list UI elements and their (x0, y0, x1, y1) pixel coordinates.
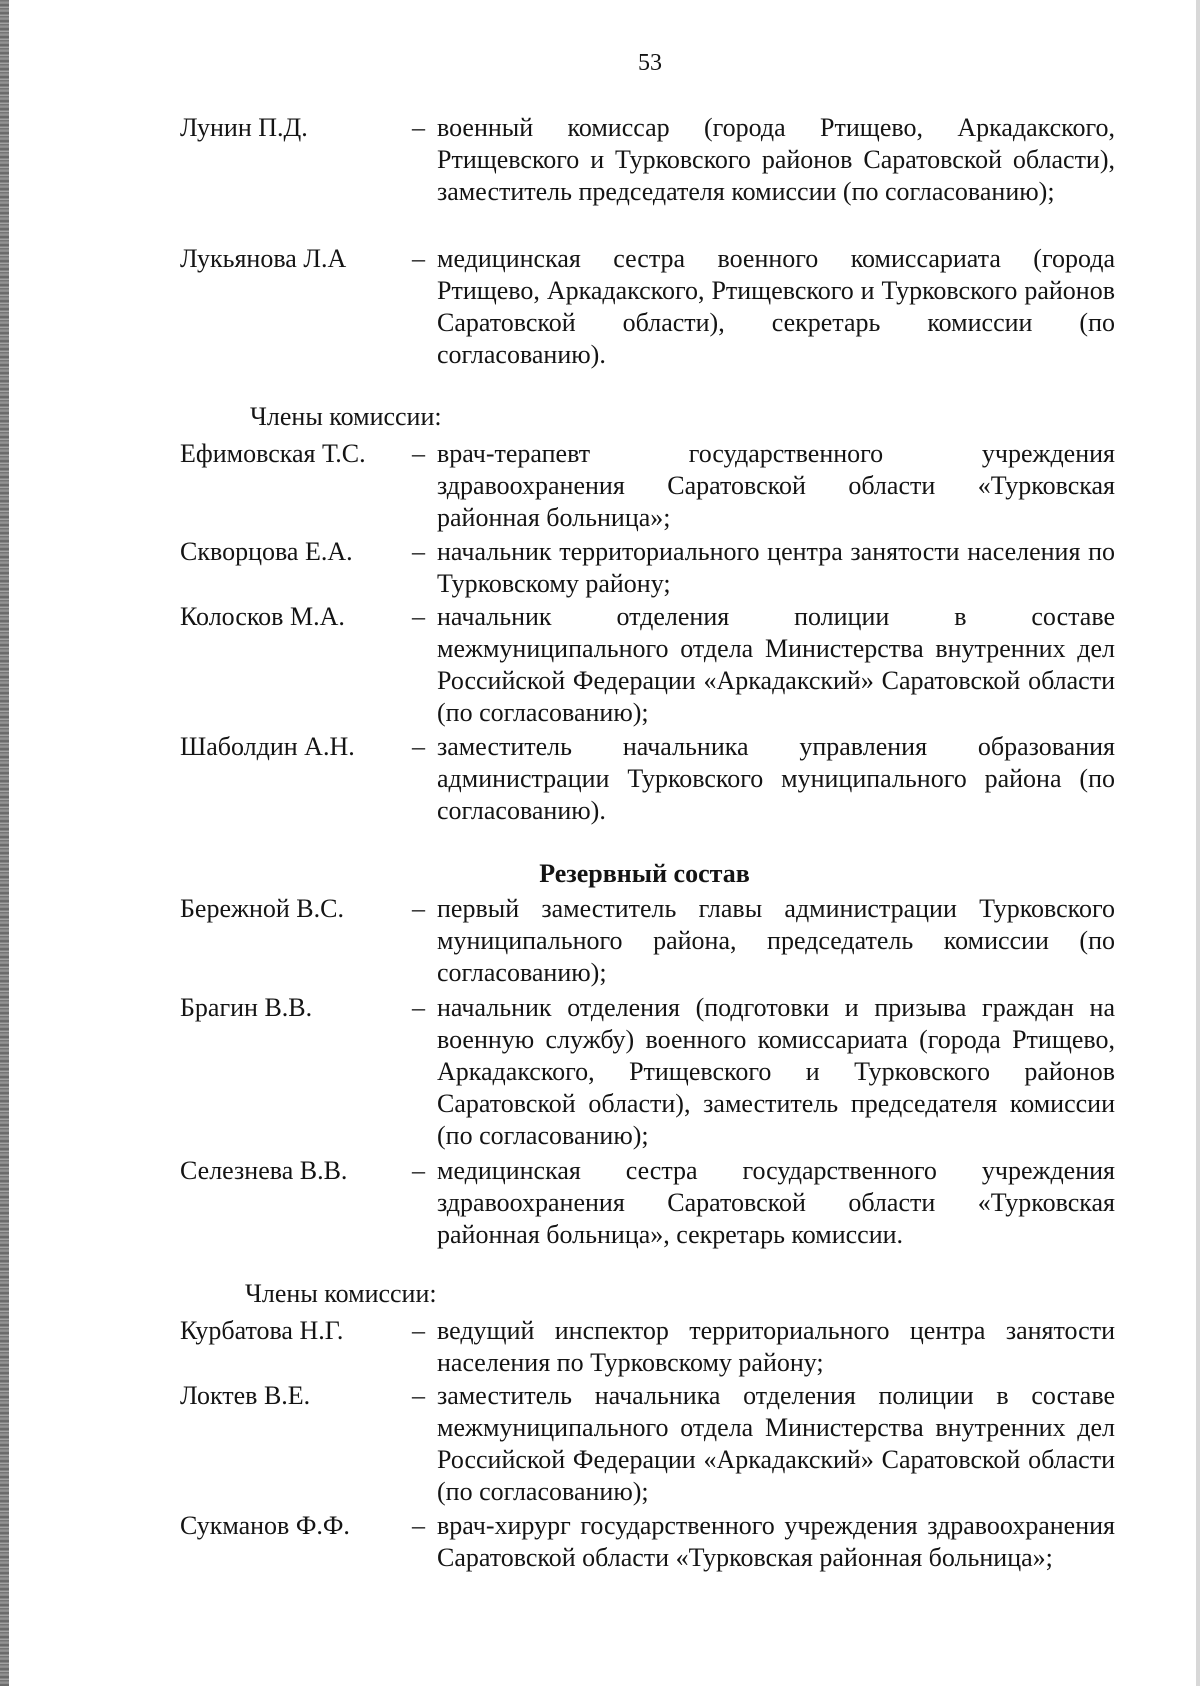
person-name: Лунин П.Д. (180, 113, 308, 142)
dash-separator: – (412, 439, 425, 468)
entry-reserve-member-2 (180, 1380, 1115, 1508)
person-role: первый заместитель главы администрации Турковского муниципального района, председатель комиссии (по согласованию); (437, 894, 1115, 987)
page-number: 53 (638, 50, 662, 76)
person-role: ведущий инспектор территориального центра занятости населения по Турковскому району; (437, 1316, 1115, 1377)
person-role: военный комиссар (города Ртищево, Аркадакского, Ртищевского и Турковского районов Саратовской области), заместитель председателя комиссии (по согласованию); (437, 113, 1115, 206)
person-name: Шаболдин А.Н. (180, 732, 355, 761)
entry-reserve-chair-3 (180, 1155, 1115, 1251)
entry-reserve-member-1 (180, 1315, 1115, 1379)
person-name: Лукьянова Л.А (180, 244, 347, 273)
dash-separator: – (412, 113, 425, 142)
dash-separator: – (412, 602, 425, 631)
dash-separator: – (412, 732, 425, 761)
reserve-section-title: Резервный состав (539, 859, 750, 888)
person-name: Сукманов Ф.Ф. (180, 1511, 350, 1540)
person-role: заместитель начальника отделения полиции в составе межмуниципального отдела Министерства внутренних дел Российской Федерации «Аркадакский» Саратовской области (по согласованию); (437, 1381, 1115, 1506)
person-role: заместитель начальника управления образования администрации Турковского муниципального района (по согласованию). (437, 732, 1115, 825)
dash-separator: – (412, 537, 425, 566)
person-role: начальник отделения (подготовки и призыва граждан на военную службу) военного комиссариата (города Ртищево, Аркадакского, Ртищевского и Турковского районов Саратовской области), заместитель председателя комиссии (по согласованию); (437, 993, 1115, 1150)
person-role: врач-терапевт государственного учреждения здравоохранения Саратовской области «Турковская районная больница»; (437, 439, 1115, 532)
person-name: Брагин В.В. (180, 993, 313, 1022)
person-name: Курбатова Н.Г. (180, 1316, 344, 1345)
dash-separator: – (412, 993, 425, 1022)
person-name: Локтев В.Е. (180, 1381, 311, 1410)
members-heading: Члены комиссии: (245, 1279, 437, 1308)
entry-main-member-3 (180, 601, 1115, 729)
members-heading: Члены комиссии: (250, 402, 442, 431)
entry-reserve-chair-1 (180, 893, 1115, 989)
dash-separator: – (412, 1511, 425, 1540)
person-name: Колосков М.А. (180, 602, 345, 631)
person-role: врач-хирург государственного учреждения здравоохранения Саратовской области «Турковская районная больница»; (437, 1511, 1115, 1572)
entry-main-member-1 (180, 438, 1115, 534)
entry-main-member-2 (180, 536, 1115, 600)
entry-main-chair-1 (180, 112, 1115, 208)
dash-separator: – (412, 244, 425, 273)
person-name: Селезнева В.В. (180, 1156, 348, 1185)
dash-separator: – (412, 1316, 425, 1345)
dash-separator: – (412, 1381, 425, 1410)
person-name: Ефимовская Т.С. (180, 439, 366, 468)
entry-reserve-chair-2 (180, 992, 1115, 1152)
entry-main-chair-2 (180, 243, 1115, 371)
person-role: начальник отделения полиции в составе межмуниципального отдела Министерства внутренних дел Российской Федерации «Аркадакский» Саратовской области (по согласованию); (437, 602, 1115, 727)
person-name: Скворцова Е.А. (180, 537, 353, 566)
entry-main-member-4 (180, 731, 1115, 827)
person-role: начальник территориального центра занятости населения по Турковскому району; (437, 537, 1115, 598)
entry-reserve-member-3 (180, 1510, 1115, 1574)
person-role: медицинская сестра военного комиссариата (города Ртищево, Аркадакского, Ртищевского и Турковского районов Саратовской области), секретарь комиссии (по согласованию). (437, 244, 1115, 369)
dash-separator: – (412, 1156, 425, 1185)
person-role: медицинская сестра государственного учреждения здравоохранения Саратовской области «Турковская районная больница», секретарь комиссии. (437, 1156, 1115, 1249)
person-name: Бережной В.С. (180, 894, 344, 923)
dash-separator: – (412, 894, 425, 923)
